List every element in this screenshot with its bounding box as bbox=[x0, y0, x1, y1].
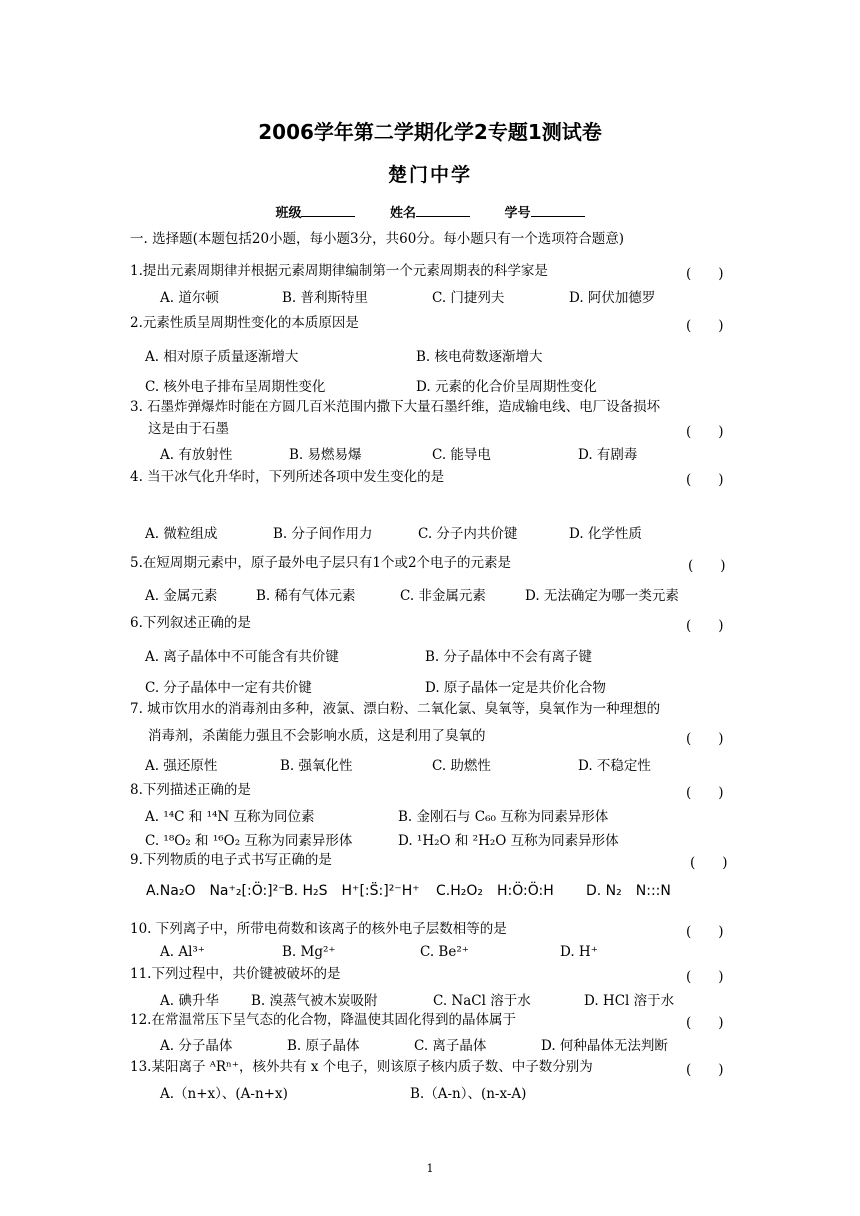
answer-paren[interactable]: ( ) bbox=[688, 558, 726, 574]
option-a: A. 相对原子质量逐渐增大 bbox=[145, 349, 299, 365]
option-b: B. 溴蒸气被木炭吸附 bbox=[251, 993, 378, 1009]
option-a: A. 碘升华 bbox=[160, 993, 219, 1009]
answer-paren[interactable]: ( ) bbox=[686, 472, 724, 488]
question-7-stem-line1: 7. 城市饮用水的消毒剂由多种，液氯、漂白粉、二氧化氯、臭氧等，臭氧作为一种理想的 bbox=[130, 701, 661, 717]
class-label: 班级 bbox=[275, 206, 302, 221]
option-d: D. 原子晶体一定是共价化合物 bbox=[425, 680, 606, 696]
option-d: D. HCl 溶于水 bbox=[584, 993, 675, 1009]
number-label: 学号 bbox=[504, 206, 531, 221]
option-b: B. Mg²⁺ bbox=[282, 944, 336, 960]
option-c: C. 核外电子排布呈周期性变化 bbox=[145, 379, 326, 395]
option-b: B. 普利斯特里 bbox=[282, 290, 369, 306]
option-d: D. N₂ N:::N bbox=[586, 883, 671, 899]
answer-paren[interactable]: ( ) bbox=[686, 785, 724, 801]
question-8-stem: 8.下列描述正确的是 bbox=[130, 782, 251, 798]
question-4-stem: 4. 当干冰气化升华时，下列所述各项中发生变化的是 bbox=[130, 469, 445, 485]
option-d: D. 无法确定为哪一类元素 bbox=[525, 588, 679, 604]
question-1-stem: 1.提出元素周期律并根据元素周期律编制第一个元素周期表的科学家是 bbox=[130, 263, 548, 279]
answer-paren[interactable]: ( ) bbox=[686, 969, 724, 985]
option-b: B. 稀有气体元素 bbox=[256, 588, 356, 604]
option-d: D. ¹H₂O 和 ²H₂O 互称为同素异形体 bbox=[398, 833, 619, 849]
question-2-stem: 2.元素性质呈周期性变化的本质原因是 bbox=[130, 315, 359, 331]
option-c: C. NaCl 溶于水 bbox=[433, 993, 531, 1009]
option-a: A.（n+x）、(A-n+x) bbox=[160, 1086, 288, 1102]
answer-paren[interactable]: ( ) bbox=[686, 1015, 724, 1031]
option-d: D. 有剧毒 bbox=[578, 447, 638, 463]
exam-title: 2006学年第二学期化学2专题1测试卷 bbox=[258, 120, 602, 144]
question-6-stem: 6.下列叙述正确的是 bbox=[130, 615, 251, 631]
name-label: 姓名 bbox=[389, 206, 416, 221]
school-name: 楚门中学 bbox=[387, 164, 472, 186]
question-5-stem: 5.在短周期元素中，原子最外电子层只有1个或2个电子的元素是 bbox=[130, 555, 512, 571]
section-heading: 一. 选择题(本题包括20小题，每小题3分，共60分。每小题只有一个选项符合题意) bbox=[130, 231, 625, 247]
option-c: C. 非金属元素 bbox=[400, 588, 486, 604]
option-b: B. 强氧化性 bbox=[280, 758, 353, 774]
option-a: A. 有放射性 bbox=[160, 447, 233, 463]
answer-paren[interactable]: ( ) bbox=[686, 618, 724, 634]
option-d: D. 何种晶体无法判断 bbox=[541, 1038, 668, 1054]
option-a: A. 道尔顿 bbox=[160, 290, 219, 306]
number-blank[interactable] bbox=[531, 216, 585, 217]
question-11-stem: 11.下列过程中，共价键被破坏的是 bbox=[130, 966, 341, 982]
option-a: A. 金属元素 bbox=[145, 588, 218, 604]
question-9-stem: 9.下列物质的电子式书写正确的是 bbox=[130, 852, 332, 868]
question-12-stem: 12.在常温常压下呈气态的化合物，降温使其固化得到的晶体属于 bbox=[130, 1012, 516, 1028]
answer-paren[interactable]: ( ) bbox=[690, 855, 728, 871]
option-b: B. 分子晶体中不会有离子键 bbox=[425, 649, 593, 665]
question-7-stem-line2: 消毒剂，杀菌能力强且不会影响水质，这是利用了臭氧的 bbox=[148, 728, 486, 744]
option-a: A.Na₂O Na⁺₂[:Ö:]²⁻ bbox=[146, 883, 286, 899]
option-a: A. ¹⁴C 和 ¹⁴N 互称为同位素 bbox=[145, 809, 315, 825]
option-b: B. 原子晶体 bbox=[287, 1038, 360, 1054]
option-c: C. ¹⁸O₂ 和 ¹⁶O₂ 互称为同素异形体 bbox=[145, 833, 353, 849]
answer-paren[interactable]: ( ) bbox=[686, 924, 724, 940]
option-b: B. 分子间作用力 bbox=[273, 526, 373, 542]
option-d: D. 不稳定性 bbox=[578, 758, 651, 774]
answer-paren[interactable]: ( ) bbox=[686, 318, 724, 334]
page-number: 1 bbox=[426, 1162, 434, 1175]
option-a: A. 离子晶体中不可能含有共价键 bbox=[145, 649, 339, 665]
answer-paren[interactable]: ( ) bbox=[686, 266, 724, 282]
option-c: C. 离子晶体 bbox=[414, 1038, 487, 1054]
option-b: B. 金刚石与 C₆₀ 互称为同素异形体 bbox=[398, 809, 609, 825]
answer-paren[interactable]: ( ) bbox=[686, 731, 724, 747]
option-a: A. 分子晶体 bbox=[160, 1038, 233, 1054]
option-d: D. 元素的化合价呈周期性变化 bbox=[416, 379, 597, 395]
answer-paren[interactable]: ( ) bbox=[686, 1062, 724, 1078]
option-d: D. 阿伏加德罗 bbox=[569, 290, 656, 306]
option-c: C. 门捷列夫 bbox=[432, 290, 505, 306]
question-3-stem-line2: 这是由于石墨 bbox=[148, 421, 229, 437]
answer-paren[interactable]: ( ) bbox=[686, 424, 724, 440]
option-a: A. Al³⁺ bbox=[160, 944, 205, 960]
option-b: B. 核电荷数逐渐增大 bbox=[416, 349, 543, 365]
option-c: C.H₂O₂ H:Ö:Ö:H bbox=[436, 883, 554, 899]
option-d: D. 化学性质 bbox=[569, 526, 642, 542]
option-a: A. 强还原性 bbox=[145, 758, 218, 774]
question-3-stem-line1: 3. 石墨炸弹爆炸时能在方圆几百米范围内撒下大量石墨纤维，造成输电线、电厂设备损坏 bbox=[130, 399, 661, 415]
option-c: C. 分子内共价键 bbox=[418, 526, 518, 542]
option-a: A. 微粒组成 bbox=[145, 526, 218, 542]
question-10-stem: 10. 下列离子中，所带电荷数和该离子的核外电子层数相等的是 bbox=[130, 921, 507, 937]
name-blank[interactable] bbox=[416, 216, 470, 217]
option-b: B.（A-n）、(n-x-A) bbox=[410, 1086, 527, 1102]
option-c: C. 分子晶体中一定有共价键 bbox=[145, 680, 312, 696]
class-blank[interactable] bbox=[301, 216, 355, 217]
option-c: C. Be²⁺ bbox=[420, 944, 469, 960]
option-c: C. 助燃性 bbox=[432, 758, 491, 774]
option-b: B. 易燃易爆 bbox=[289, 447, 362, 463]
option-d: D. H⁺ bbox=[560, 944, 598, 960]
question-13-stem: 13.某阳离子 ᴬRⁿ⁺，核外共有 x 个电子，则该原子核内质子数、中子数分别为 bbox=[130, 1059, 593, 1075]
option-c: C. 能导电 bbox=[432, 447, 491, 463]
student-info-line bbox=[0, 202, 860, 221]
option-b: B. H₂S H⁺[:S̈:]²⁻H⁺ bbox=[284, 883, 420, 899]
